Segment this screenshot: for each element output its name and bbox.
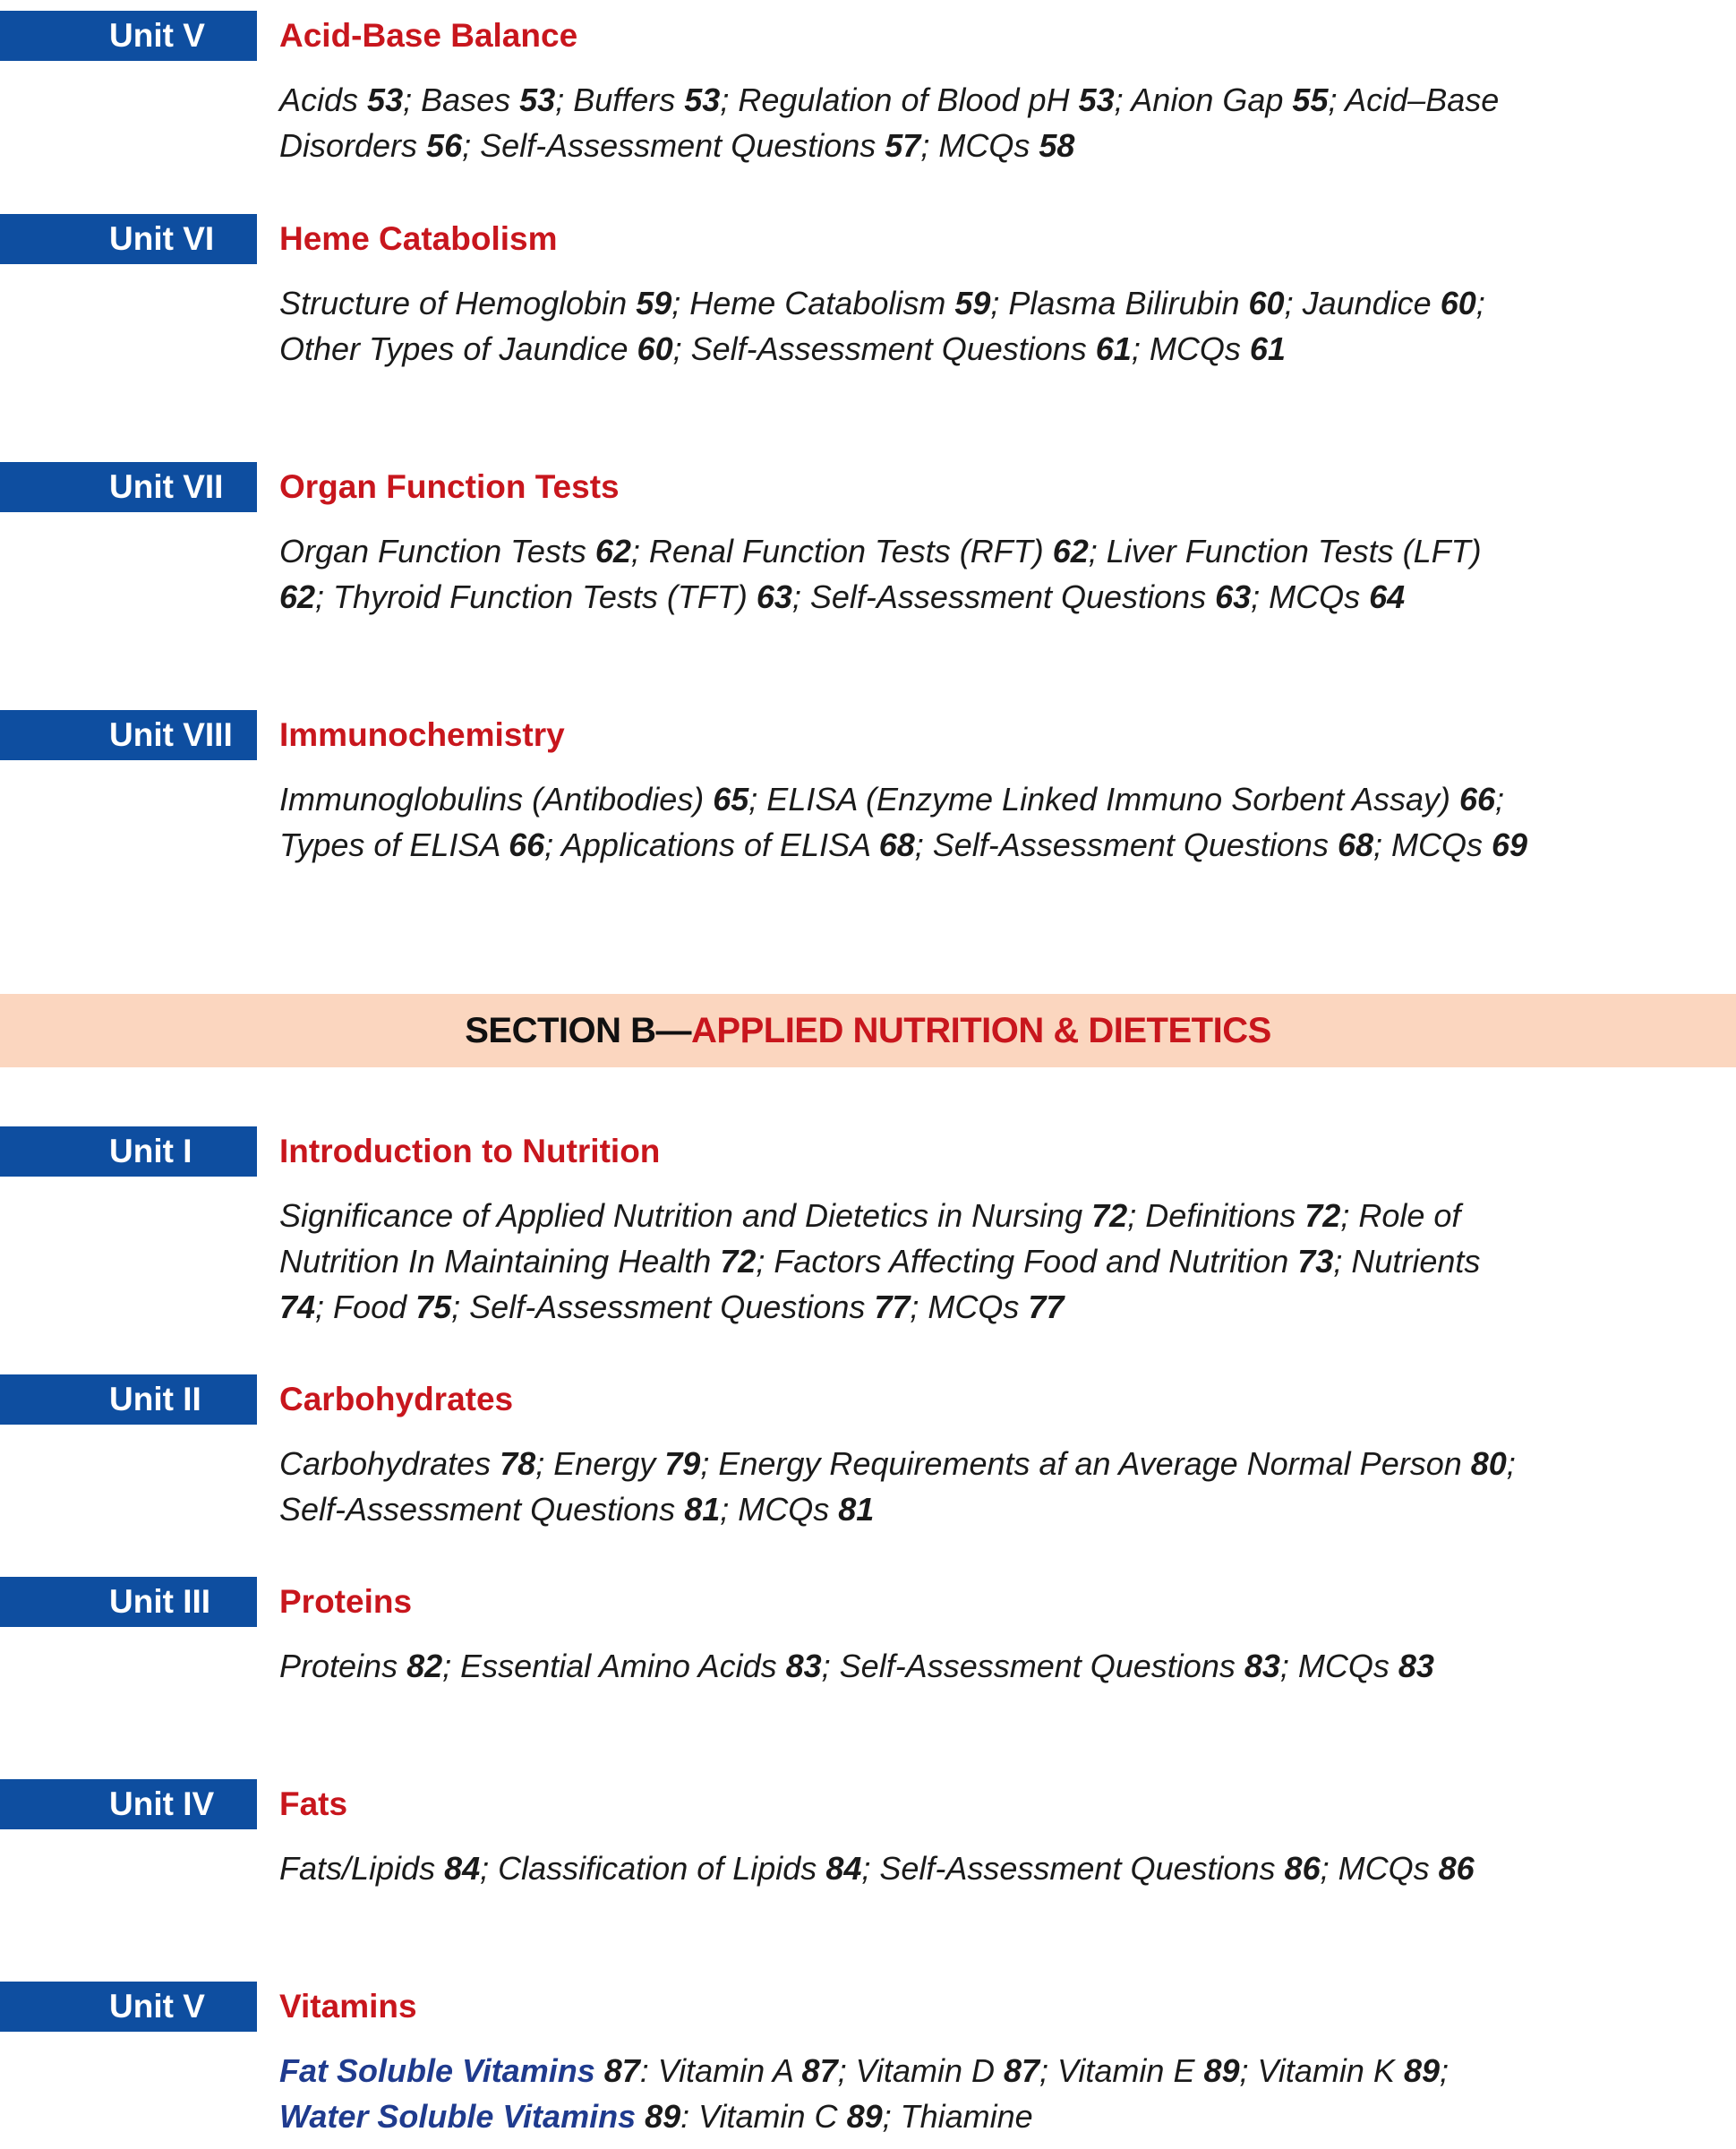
page-number: 82 bbox=[406, 1648, 443, 1684]
unit-contents bbox=[279, 1643, 1533, 1689]
unit-title: Vitamins bbox=[279, 1988, 417, 2025]
page-number: 64 bbox=[1369, 578, 1406, 615]
page-number: 63 bbox=[756, 578, 792, 615]
topic: Structure of Hemoglobin bbox=[279, 285, 637, 321]
topic: ; Essential Amino Acids bbox=[442, 1648, 786, 1684]
topic: ; Self-Assessment Questions bbox=[462, 127, 885, 164]
topic: : Vitamin A bbox=[639, 2052, 802, 2089]
page-number: 68 bbox=[878, 826, 915, 863]
unit-label: Unit VII bbox=[0, 462, 257, 512]
unit-title: Organ Function Tests bbox=[279, 468, 620, 505]
topic: ; Plasma Bilirubin bbox=[990, 285, 1249, 321]
topic: ; MCQs bbox=[920, 127, 1039, 164]
page-number: 66 bbox=[1458, 781, 1496, 818]
section-banner bbox=[0, 994, 1736, 1067]
page-number: 58 bbox=[1039, 127, 1075, 164]
page-number: 53 bbox=[367, 81, 404, 118]
unit-label: Unit VI bbox=[0, 214, 257, 264]
page-number: 87 bbox=[603, 2052, 640, 2089]
page-number: 77 bbox=[1028, 1289, 1065, 1325]
topic: Immunoglobulins (Antibodies) bbox=[279, 781, 714, 818]
unit-title: Proteins bbox=[279, 1583, 413, 1620]
topic: ; Jaundice bbox=[1284, 285, 1441, 321]
page-number: 73 bbox=[1297, 1243, 1334, 1280]
topic: Organ Function Tests bbox=[279, 533, 595, 569]
topic: ; Thiamine bbox=[882, 2098, 1033, 2135]
page-number: 69 bbox=[1492, 826, 1528, 863]
unit-label: Unit III bbox=[0, 1577, 257, 1627]
topic: ; Self-Assessment Questions bbox=[914, 826, 1338, 863]
page-number: 87 bbox=[1004, 2052, 1040, 2089]
page-number: 87 bbox=[801, 2052, 838, 2089]
topic: ; MCQs bbox=[910, 1289, 1029, 1325]
unit-contents bbox=[279, 280, 1533, 372]
page-number: 59 bbox=[954, 285, 991, 321]
page-number: 72 bbox=[1091, 1197, 1128, 1234]
topic: ; Energy Requirements af an Average Normal Person bbox=[700, 1445, 1471, 1482]
topic: ; MCQs bbox=[1251, 578, 1370, 615]
topic: ; Self-Assessment Questions bbox=[451, 1289, 875, 1325]
topic: ; Liver Function Tests (LFT) bbox=[1088, 533, 1482, 569]
page-number: 75 bbox=[415, 1289, 452, 1325]
topic: ; Role of Nutrition In Maintaining Health bbox=[279, 1197, 1461, 1280]
page-number: 79 bbox=[664, 1445, 701, 1482]
page-number: 53 bbox=[519, 81, 556, 118]
page-number: 60 bbox=[637, 330, 673, 367]
unit-title: Heme Catabolism bbox=[279, 220, 558, 257]
page-number: 83 bbox=[1244, 1648, 1280, 1684]
page-number: 61 bbox=[1249, 330, 1286, 367]
topic: ; Self-Assessment Questions bbox=[672, 330, 1096, 367]
page-number: 72 bbox=[720, 1243, 757, 1280]
topic: ; Vitamin D bbox=[837, 2052, 1004, 2089]
topic: ; MCQs bbox=[1279, 1648, 1398, 1684]
unit-contents bbox=[279, 2048, 1533, 2139]
unit-title: Introduction to Nutrition bbox=[279, 1133, 661, 1169]
topic: ; Self-Assessment Questions bbox=[279, 1445, 1516, 1528]
page-number: 57 bbox=[885, 127, 921, 164]
topic: ; Classification of Lipids bbox=[480, 1850, 826, 1887]
topic: Significance of Applied Nutrition and Dietetics in Nursing bbox=[279, 1197, 1092, 1234]
page-number: 83 bbox=[785, 1648, 822, 1684]
unit-label: Unit IV bbox=[0, 1779, 257, 1829]
page-number: 62 bbox=[279, 578, 316, 615]
page-number: 80 bbox=[1470, 1445, 1507, 1482]
topic: ; Other Types of Jaundice bbox=[279, 285, 1485, 367]
section-name: APPLIED NUTRITION & DIETETICS bbox=[691, 1011, 1271, 1050]
unit-title: Fats bbox=[279, 1785, 348, 1822]
topic: ; MCQs bbox=[1320, 1850, 1439, 1887]
unit-contents bbox=[279, 528, 1533, 620]
page-number: 84 bbox=[825, 1850, 862, 1887]
topic: ; Food bbox=[315, 1289, 416, 1325]
topic: ; Thyroid Function Tests (TFT) bbox=[315, 578, 757, 615]
page-number: 55 bbox=[1292, 81, 1329, 118]
page-number: 53 bbox=[1078, 81, 1115, 118]
page-number: 81 bbox=[838, 1491, 875, 1528]
topic: ; Factors Affecting Food and Nutrition bbox=[756, 1243, 1298, 1280]
page-number: 59 bbox=[636, 285, 672, 321]
page-number: 81 bbox=[684, 1491, 721, 1528]
topic: ; Renal Function Tests (RFT) bbox=[630, 533, 1053, 569]
unit-label: Unit VIII bbox=[0, 710, 257, 760]
topic: ; Bases bbox=[403, 81, 520, 118]
topic: ; MCQs bbox=[720, 1491, 839, 1528]
page-number: 53 bbox=[684, 81, 721, 118]
unit-label: Unit V bbox=[0, 11, 257, 61]
topic: ; Applications of ELISA bbox=[544, 826, 879, 863]
page-number: 66 bbox=[509, 826, 545, 863]
unit-label: Unit I bbox=[0, 1126, 257, 1177]
page-number: 89 bbox=[645, 2098, 681, 2135]
subheading: Water Soluble Vitamins bbox=[279, 2098, 637, 2135]
topic: ; Self-Assessment Questions bbox=[791, 578, 1216, 615]
topic: Fats/Lipids bbox=[279, 1850, 445, 1887]
topic: ; Types of ELISA bbox=[279, 781, 1505, 863]
topic: ; Self-Assessment Questions bbox=[821, 1648, 1244, 1684]
page-number: 89 bbox=[1203, 2052, 1240, 2089]
topic: ; Anion Gap bbox=[1114, 81, 1293, 118]
topic: ; Nutrients bbox=[1333, 1243, 1481, 1280]
page-number: 65 bbox=[713, 781, 749, 818]
unit-label: Unit V bbox=[0, 1982, 257, 2032]
topic: ; MCQs bbox=[1373, 826, 1492, 863]
topic: ; Regulation of Blood pH bbox=[720, 81, 1079, 118]
page-number: 68 bbox=[1337, 826, 1373, 863]
unit-title: Immunochemistry bbox=[279, 716, 565, 753]
page-number: 89 bbox=[1403, 2052, 1440, 2089]
unit-contents bbox=[279, 776, 1533, 868]
topic: ; Vitamin K bbox=[1239, 2052, 1404, 2089]
topic: Acids bbox=[279, 81, 368, 118]
subheading: Fat Soluble Vitamins bbox=[279, 2052, 595, 2089]
page-number: 77 bbox=[874, 1289, 911, 1325]
topic: Proteins bbox=[279, 1648, 407, 1684]
page-number: 74 bbox=[279, 1289, 316, 1325]
topic: ; Definitions bbox=[1127, 1197, 1305, 1234]
page-number: 62 bbox=[1052, 533, 1089, 569]
topic: ; bbox=[1439, 2052, 1449, 2089]
topic: ; Self-Assessment Questions bbox=[861, 1850, 1285, 1887]
page-number: 78 bbox=[500, 1445, 536, 1482]
unit-title: Acid-Base Balance bbox=[279, 17, 578, 54]
page-number: 84 bbox=[444, 1850, 481, 1887]
topic: Carbohydrates bbox=[279, 1445, 500, 1482]
page-number: 62 bbox=[594, 533, 631, 569]
page-number: 60 bbox=[1440, 285, 1476, 321]
page-number: 60 bbox=[1248, 285, 1285, 321]
unit-contents bbox=[279, 77, 1533, 168]
unit-contents bbox=[279, 1845, 1533, 1891]
topic: ; Energy bbox=[535, 1445, 665, 1482]
page-number: 89 bbox=[846, 2098, 883, 2135]
page-number: 56 bbox=[426, 127, 463, 164]
unit-title: Carbohydrates bbox=[279, 1381, 514, 1417]
page-number: 83 bbox=[1398, 1648, 1434, 1684]
topic: : Vitamin C bbox=[680, 2098, 847, 2135]
unit-label: Unit II bbox=[0, 1374, 257, 1425]
page-number: 61 bbox=[1095, 330, 1132, 367]
topic: ; Heme Catabolism bbox=[671, 285, 955, 321]
topic: ; Vitamin E bbox=[1039, 2052, 1204, 2089]
section-prefix: SECTION B— bbox=[465, 1011, 692, 1050]
topic: ; Acid–Base Disorders bbox=[279, 81, 1500, 164]
unit-contents bbox=[279, 1441, 1533, 1532]
topic: ; MCQs bbox=[1131, 330, 1250, 367]
topic: ; Buffers bbox=[555, 81, 685, 118]
unit-contents bbox=[279, 1193, 1533, 1330]
page-number: 72 bbox=[1304, 1197, 1341, 1234]
topic: ; ELISA (Enzyme Linked Immuno Sorbent Assay) bbox=[748, 781, 1459, 818]
page-number: 63 bbox=[1215, 578, 1252, 615]
page-number: 86 bbox=[1438, 1850, 1475, 1887]
page-number: 86 bbox=[1284, 1850, 1321, 1887]
